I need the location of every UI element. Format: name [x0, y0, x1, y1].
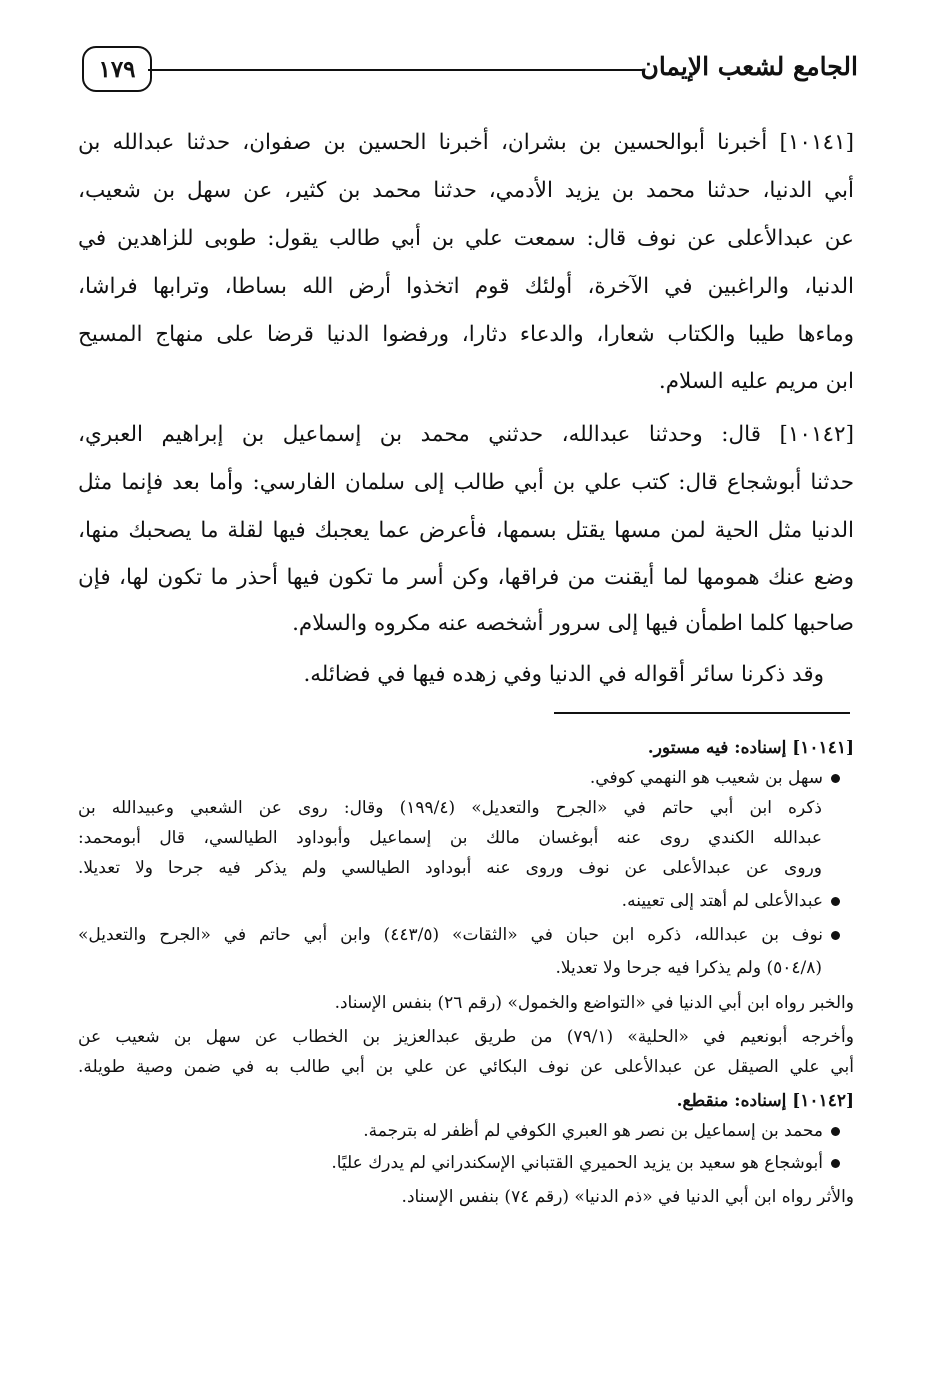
footnote-heading: [١٠١٤٢] إسناده: منقطع.	[676, 1091, 854, 1111]
footnote-text: عبدالأعلى لم أهتد إلى تعيينه.	[621, 891, 823, 911]
footnote-paragraph: أبي علي الصيقل عن عبدالأعلى عن نوف البكائي عن علي بن أبي طالب به في ضمن وصية طويلة.	[78, 1057, 854, 1077]
footnote-paragraph: وأخرجه أبونعيم في «الحلية» (٧٩/١) من طريق عبدالعزيز بن الخطاب عن سهل بن شعيب عن	[78, 1027, 854, 1047]
footnote-text: نوف بن عبدالله، ذكره ابن حبان في «الثقات» (٤٤٣/٥) وابن أبي حاتم في «الجرح والتعديل»	[78, 925, 824, 945]
main-text-line: وماءها طيبا والكتاب شعارا، والدعاء دثارا، ورفضوا الدنيا قرضا على منهاج المسيح	[78, 322, 854, 347]
main-text-line: وقد ذكرنا سائر أقواله في الدنيا وفي زهده فيها في فضائله.	[303, 662, 824, 687]
footnote-divider	[554, 712, 850, 714]
footnote-text: أبوشجاع هو سعيد بن يزيد الحميري القتباني الإسكندراني لم يدرك عليًا.	[331, 1153, 823, 1173]
footnote-paragraph: والخبر رواه ابن أبي الدنيا في «التواضع والخمول» (رقم ٢٦) بنفس الإسناد.	[334, 993, 854, 1013]
main-text-line: حدثنا أبوشجاع قال: كتب علي بن أبي طالب إلى سلمان الفارسي: وأما بعد فإنما مثل	[78, 470, 854, 495]
main-text-line: أبي الدنيا، حدثنا محمد بن يزيد الأدمي، حدثنا محمد بن كثير، عن سهل بن شعيب،	[78, 178, 854, 203]
main-text-line: الدنيا مثل الحية لمن مسها يقتل بسمها، فأعرض عما يعجبك فيها لقلة ما يصحبك منها،	[78, 518, 854, 543]
footnote-text: سهل بن شعيب هو النهمي كوفي.	[589, 768, 823, 788]
footnote-line: (٥٠٤/٨) ولم يذكرا فيه جرحا ولا تعديلا.	[555, 958, 822, 978]
main-text-line: ابن مريم عليه السلام.	[658, 369, 854, 394]
page-number: ١٧٩	[82, 46, 152, 92]
footnote-bullet-item	[78, 1118, 854, 1144]
main-text-line: صاحبها كلما اطمأن فيها إلى سرور أشخصه عنه مكروه والسلام.	[292, 611, 854, 636]
header-rule	[148, 69, 643, 71]
bullet-icon	[831, 897, 840, 906]
footnote-bullet-item	[78, 765, 854, 791]
bullet-icon	[831, 1127, 840, 1136]
footnote-bullet-item	[78, 888, 854, 914]
main-text-line: عن عبدالأعلى عن نوف قال: سمعت علي بن أبي طالب يقول: طوبى للزاهدين في	[78, 226, 854, 251]
footnote-text: محمد بن إسماعيل بن نصر هو العبري الكوفي لم أظفر له بترجمة.	[363, 1121, 823, 1141]
bullet-icon	[831, 931, 840, 940]
page-header	[82, 42, 858, 102]
footnote-line: ذكره ابن أبي حاتم في «الجرح والتعديل» (١٩٩/٤) وقال: روى عن الشعبي وعبيدالله بن	[78, 798, 822, 818]
main-text-line: الدنيا، والراغبين في الآخرة، أولئك قوم اتخذوا أرض الله بساطا، وترابها فراشا،	[78, 274, 854, 299]
running-title: الجامع لشعب الإيمان	[640, 52, 858, 81]
main-text-line: وضع عنك همومها لما أيقنت من فراقها، وكن أسر ما تكون فيها أحذر ما تكون لها، فإن	[78, 565, 854, 590]
main-text-line: [١٠١٤٢] قال: وحدثنا عبدالله، حدثني محمد بن إسماعيل بن إبراهيم العبري،	[78, 422, 854, 447]
footnote-bullet-item	[78, 1150, 854, 1176]
bullet-icon	[831, 774, 840, 783]
main-text-line: [١٠١٤١] أخبرنا أبوالحسين بن بشران، أخبرنا الحسين بن صفوان، حدثنا عبدالله بن	[78, 130, 854, 155]
footnote-paragraph: والأثر رواه ابن أبي الدنيا في «ذم الدنيا» (رقم ٧٤) بنفس الإسناد.	[401, 1187, 854, 1207]
footnote-bullet-item	[78, 922, 854, 948]
footnote-line: عبدالله الكندي روى عنه أبوغسان مالك بن إسماعيل وأبوداود الطيالسي، قال أبومحمد:	[78, 828, 822, 848]
footnote-line: وروى عن عبدالأعلى عن نوف وروى عنه أبوداود الطيالسي ولم يذكر فيه جرحا ولا تعديلا.	[78, 858, 822, 878]
footnote-heading: [١٠١٤١] إسناده: فيه مستور.	[647, 738, 854, 758]
bullet-icon	[831, 1159, 840, 1168]
